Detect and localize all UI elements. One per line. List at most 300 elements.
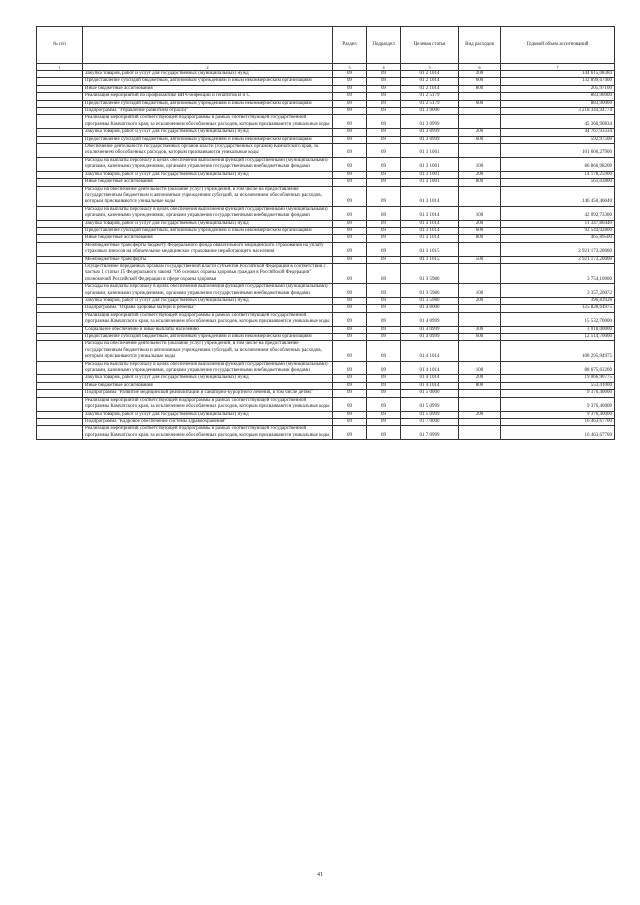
header-amount: Годовой объем ассигнований	[501, 27, 615, 64]
row-number-cell	[37, 361, 83, 375]
colnum: 5	[401, 64, 459, 71]
row-amount-cell: 132 899,67400	[501, 78, 615, 85]
row-number-cell	[37, 78, 83, 85]
row-number-cell	[37, 397, 83, 411]
row-amount-cell: 592,97500	[501, 136, 615, 143]
row-exptype-cell: 600	[459, 334, 501, 341]
row-number-cell	[37, 136, 83, 143]
row-section-cell: 09	[333, 298, 367, 305]
row-amount-cell: 16 463,67700	[501, 418, 615, 425]
row-section-cell: 09	[333, 235, 367, 242]
colnum: 7	[501, 64, 615, 71]
row-section-cell: 09	[333, 242, 367, 256]
row-subsection-cell: 09	[367, 220, 401, 227]
row-section-cell: 09	[333, 227, 367, 234]
row-number-cell	[37, 100, 83, 107]
row-amount-cell: 2 921 173,20000	[501, 256, 615, 263]
row-exptype-cell: 200	[459, 375, 501, 382]
colnum: 4	[367, 64, 401, 71]
row-subsection-cell: 09	[367, 100, 401, 107]
row-amount-cell: 146 450,46040	[501, 186, 615, 206]
table-row	[37, 71, 615, 78]
row-number-cell	[37, 375, 83, 382]
row-amount-cell: 9 376,40000	[501, 390, 615, 397]
row-section-cell: 09	[333, 78, 367, 85]
row-number-cell	[37, 326, 83, 333]
header-target: Целевая статья	[401, 27, 459, 64]
row-subsection-cell: 09	[367, 426, 401, 440]
row-section-cell: 09	[333, 263, 367, 283]
row-subsection-cell: 09	[367, 129, 401, 136]
header-name	[83, 27, 333, 64]
row-exptype-cell: 500	[459, 256, 501, 263]
row-number-cell	[37, 220, 83, 227]
row-number-cell	[37, 115, 83, 129]
table-row	[37, 93, 615, 100]
table-row	[37, 136, 615, 143]
row-exptype-cell	[459, 418, 501, 425]
row-subsection-cell: 09	[367, 242, 401, 256]
table-row	[37, 397, 615, 411]
row-name-cell: Реализация мероприятий соответствующей подпрограммы в рамках соответствующей государственной программы Камчатского края, за исключением обособленных расходов, которым присваиваются уникальные коды	[83, 312, 333, 326]
row-exptype-cell	[459, 305, 501, 312]
colnum: 2	[83, 64, 333, 71]
row-exptype-cell	[459, 390, 501, 397]
row-exptype-cell: 600	[459, 227, 501, 234]
row-name-cell: Предоставление субсидий бюджетным, автономным учреждениям и иным некоммерческим организациям	[83, 136, 333, 143]
row-subsection-cell: 09	[367, 144, 401, 158]
row-amount-cell: 396,83928	[501, 298, 615, 305]
row-amount-cell: 3 357,26072	[501, 284, 615, 298]
row-amount-cell: 465,89500	[501, 235, 615, 242]
row-exptype-cell	[459, 115, 501, 129]
row-number-cell	[37, 426, 83, 440]
row-target-cell: 01 3 1014	[401, 220, 459, 227]
row-target-cell: 01 3 0000	[401, 108, 459, 115]
row-name-cell: Реализация мероприятий по профилактике ВИЧ-инфекции и гепатитов В и С	[83, 93, 333, 100]
row-number-cell	[37, 382, 83, 389]
row-section-cell: 09	[333, 100, 367, 107]
row-number-cell	[37, 341, 83, 361]
row-name-cell: Закупка товаров, работ и услуг для государственных (муниципальных) нужд	[83, 129, 333, 136]
row-target-cell: 01 3 1001	[401, 157, 459, 171]
row-exptype-cell	[459, 397, 501, 411]
row-target-cell: 01 3 1014	[401, 235, 459, 242]
row-amount-cell: 3 754,10000	[501, 263, 615, 283]
row-exptype-cell	[459, 341, 501, 361]
row-target-cell: 01 3 5980	[401, 284, 459, 298]
table-row	[37, 78, 615, 85]
row-name-cell: Расходы на выплаты персоналу в целях обеспечения выполнения функций государственными (муниципальными) органами, казенными учреждениями, органами управления государственными внебюджетными фондами	[83, 157, 333, 171]
table-row	[37, 220, 615, 227]
row-target-cell: 01 7 0000	[401, 418, 459, 425]
row-exptype-cell: 800	[459, 382, 501, 389]
row-subsection-cell: 09	[367, 397, 401, 411]
row-exptype-cell: 100	[459, 284, 501, 298]
row-amount-cell: 11 347,80440	[501, 220, 615, 227]
colnum: 6	[459, 64, 501, 71]
row-exptype-cell: 600	[459, 100, 501, 107]
row-section-cell: 09	[333, 136, 367, 143]
row-name-cell: Закупка товаров, работ и услуг для государственных (муниципальных) нужд	[83, 411, 333, 418]
row-section-cell: 09	[333, 361, 367, 375]
row-subsection-cell: 09	[367, 206, 401, 220]
row-exptype-cell: 200	[459, 129, 501, 136]
row-target-cell: 01 3 1014	[401, 206, 459, 220]
row-section-cell: 09	[333, 157, 367, 171]
row-exptype-cell: 100	[459, 361, 501, 375]
row-section-cell: 09	[333, 341, 367, 361]
row-name-cell: Предоставление субсидий бюджетным, автономным учреждениям и иным некоммерческим организациям	[83, 78, 333, 85]
row-amount-cell: 19 066,90775	[501, 375, 615, 382]
row-target-cell: 01 4 1014	[401, 341, 459, 361]
row-number-cell	[37, 284, 83, 298]
table-row	[37, 326, 615, 333]
row-exptype-cell: 600	[459, 136, 501, 143]
row-subsection-cell: 09	[367, 361, 401, 375]
table-row	[37, 115, 615, 129]
row-target-cell: 01 3 5980	[401, 298, 459, 305]
row-name-cell: Расходы на обеспечение деятельности (оказание услуг) учреждений, в том числе на предоставление государственным бюджетным и автономным учреждениям субсидий, за исключением обособленных расходов, которым присваиваются уникальные коды	[83, 341, 333, 361]
row-exptype-cell: 200	[459, 171, 501, 178]
row-name-cell: Закупка товаров, работ и услуг для государственных (муниципальных) нужд	[83, 220, 333, 227]
row-amount-cell: 2 921 173,20000	[501, 242, 615, 256]
row-number-cell	[37, 411, 83, 418]
row-number-cell	[37, 71, 83, 78]
row-target-cell: 01 2 5179	[401, 93, 459, 100]
row-name-cell: Закупка товаров, работ и услуг для государственных (муниципальных) нужд	[83, 71, 333, 78]
row-name-cell: Закупка товаров, работ и услуг для государственных (муниципальных) нужд	[83, 171, 333, 178]
table-row	[37, 242, 615, 256]
row-section-cell: 09	[333, 179, 367, 186]
row-number-cell	[37, 227, 83, 234]
colnum: 3	[333, 64, 367, 71]
row-exptype-cell: 100	[459, 206, 501, 220]
table-row	[37, 235, 615, 242]
row-section-cell: 09	[333, 411, 367, 418]
header-subsection: Подраздел	[367, 27, 401, 64]
row-exptype-cell: 800	[459, 235, 501, 242]
row-target-cell: 01 3 0999	[401, 115, 459, 129]
row-subsection-cell: 09	[367, 136, 401, 143]
row-subsection-cell: 09	[367, 85, 401, 92]
row-name-cell: Расходы на выплаты персоналу в целях обеспечения выполнения функций государственными (муниципальными) органами, казенными учреждениями, органами управления государственными внебюджетными фондами	[83, 361, 333, 375]
table-row	[37, 361, 615, 375]
row-subsection-cell: 09	[367, 312, 401, 326]
row-exptype-cell: 200	[459, 71, 501, 78]
row-subsection-cell: 09	[367, 115, 401, 129]
row-number-cell	[37, 171, 83, 178]
table-header-row	[37, 27, 615, 64]
row-number-cell	[37, 390, 83, 397]
row-target-cell: 01 2 1014	[401, 78, 459, 85]
row-target-cell: 01 5 0999	[401, 411, 459, 418]
row-target-cell: 01 3 5980	[401, 263, 459, 283]
row-section-cell: 09	[333, 390, 367, 397]
row-target-cell: 01 4 0999	[401, 326, 459, 333]
row-number-cell	[37, 186, 83, 206]
row-number-cell	[37, 85, 83, 92]
row-name-cell: Закупка товаров, работ и услуг для государственных (муниципальных) нужд	[83, 375, 333, 382]
row-subsection-cell: 09	[367, 326, 401, 333]
table-row	[37, 256, 615, 263]
table-row	[37, 144, 615, 158]
table-row	[37, 129, 615, 136]
row-subsection-cell: 09	[367, 418, 401, 425]
row-target-cell: 01 2 1014	[401, 71, 459, 78]
row-amount-cell: 45 360,90834	[501, 115, 615, 129]
row-section-cell: 09	[333, 85, 367, 92]
row-exptype-cell	[459, 242, 501, 256]
row-subsection-cell: 09	[367, 179, 401, 186]
row-amount-cell: 205,97100	[501, 85, 615, 92]
row-section-cell: 09	[333, 71, 367, 78]
row-section-cell: 09	[333, 220, 367, 227]
column-number-row	[37, 64, 615, 71]
row-subsection-cell: 09	[367, 171, 401, 178]
row-section-cell: 09	[333, 334, 367, 341]
row-number-cell	[37, 179, 83, 186]
table-row	[37, 382, 615, 389]
row-target-cell: 01 3 1015	[401, 242, 459, 256]
row-subsection-cell: 09	[367, 235, 401, 242]
row-number-cell	[37, 298, 83, 305]
table-row	[37, 186, 615, 206]
row-section-cell: 09	[333, 171, 367, 178]
row-section-cell: 09	[333, 397, 367, 411]
row-amount-cell: 92 544,02800	[501, 227, 615, 234]
row-target-cell: 01 3 1001	[401, 144, 459, 158]
row-exptype-cell	[459, 108, 501, 115]
row-exptype-cell: 200	[459, 298, 501, 305]
table-row	[37, 108, 615, 115]
row-amount-cell: 3 018,00000	[501, 326, 615, 333]
row-amount-cell: 101 606,27900	[501, 144, 615, 158]
table-row	[37, 298, 615, 305]
row-exptype-cell	[459, 93, 501, 100]
table-row	[37, 305, 615, 312]
row-target-cell: 01 3 1014	[401, 227, 459, 234]
row-amount-cell: 883,90000	[501, 93, 615, 100]
row-section-cell: 09	[333, 305, 367, 312]
row-name-cell: Осуществление переданных органам государственной власти субъектов Российской Федерации в соответствии с частью 1 статьи 15 Федерального закона "Об основах охраны здоровья граждан в Российской Федерации" полномочий Российской Федерации в сфере охраны здоровья	[83, 263, 333, 283]
row-section-cell: 09	[333, 312, 367, 326]
colnum: 1	[37, 64, 83, 71]
row-subsection-cell: 09	[367, 108, 401, 115]
table-row	[37, 206, 615, 220]
row-section-cell: 09	[333, 426, 367, 440]
row-subsection-cell: 09	[367, 334, 401, 341]
row-exptype-cell	[459, 144, 501, 158]
table-row	[37, 227, 615, 234]
table-row	[37, 312, 615, 326]
row-amount-cell: 88 675,63200	[501, 361, 615, 375]
row-name-cell: Иные бюджетные ассигнования	[83, 85, 333, 92]
row-target-cell: 01 7 0999	[401, 426, 459, 440]
row-name-cell: Межбюджетные трансферты	[83, 256, 333, 263]
row-name-cell: Расходы на обеспечение деятельности (оказание услуг) учреждений, в том числе на предоставление государственным бюджетным и автономным учреждениям субсидий, за исключением обособленных расходов, которым присваиваются уникальные коды	[83, 186, 333, 206]
row-exptype-cell	[459, 186, 501, 206]
page-number: 41	[317, 872, 323, 878]
row-subsection-cell: 09	[367, 298, 401, 305]
row-name-cell: Расходы на выплаты персоналу в целях обеспечения выполнения функций государственными (муниципальными) органами, казенными учреждениями, органами управления государственными внебюджетными фондами	[83, 206, 333, 220]
table-row	[37, 411, 615, 418]
row-amount-cell: 9 376,40000	[501, 411, 615, 418]
row-name-cell: Подпрограмма "Охрана здоровья матери и ребенка"	[83, 305, 333, 312]
row-section-cell: 09	[333, 284, 367, 298]
row-subsection-cell: 09	[367, 256, 401, 263]
row-exptype-cell: 800	[459, 85, 501, 92]
row-number-cell	[37, 108, 83, 115]
table-row	[37, 390, 615, 397]
budget-table	[36, 26, 615, 440]
row-target-cell: 01 2 1014	[401, 85, 459, 92]
row-exptype-cell: 100	[459, 157, 501, 171]
row-number-cell	[37, 144, 83, 158]
row-target-cell: 01 3 1001	[401, 171, 459, 178]
row-subsection-cell: 09	[367, 263, 401, 283]
row-number-cell	[37, 206, 83, 220]
table-row	[37, 334, 615, 341]
row-subsection-cell: 09	[367, 305, 401, 312]
table-row	[37, 284, 615, 298]
row-exptype-cell: 200	[459, 411, 501, 418]
row-amount-cell: 15 532,70000	[501, 312, 615, 326]
row-subsection-cell: 09	[367, 93, 401, 100]
table-row	[37, 179, 615, 186]
header-num: № п/п	[37, 27, 83, 64]
row-subsection-cell: 09	[367, 341, 401, 361]
row-section-cell: 09	[333, 206, 367, 220]
header-section: Раздел	[333, 27, 367, 64]
row-target-cell: 01 4 0999	[401, 312, 459, 326]
row-section-cell: 09	[333, 129, 367, 136]
row-amount-cell: 561,03800	[501, 179, 615, 186]
row-section-cell: 09	[333, 375, 367, 382]
row-number-cell	[37, 93, 83, 100]
row-subsection-cell: 09	[367, 382, 401, 389]
row-exptype-cell	[459, 263, 501, 283]
row-name-cell: Реализация мероприятий соответствующей подпрограммы в рамках соответствующей государственной программы Камчатского края, за исключением обособленных расходов, которым присваиваются уникальные коды	[83, 426, 333, 440]
row-target-cell: 01 4 1014	[401, 361, 459, 375]
row-name-cell: Подпрограмма "Управление развитием отрасли"	[83, 108, 333, 115]
row-name-cell: Расходы на выплаты персоналу в целях обеспечения выполнения функций государственными (муниципальными) органами, казенными учреждениями, органами управления государственными внебюджетными фондами	[83, 284, 333, 298]
row-name-cell: Предоставление субсидий бюджетным, автономным учреждениям и иным некоммерческим организациям	[83, 334, 333, 341]
row-target-cell: 01 5 0999	[401, 397, 459, 411]
table-row	[37, 157, 615, 171]
row-amount-cell: 16 463,67700	[501, 426, 615, 440]
row-name-cell: Предоставление субсидий бюджетным, автономным учреждениям и иным некоммерческим организациям	[83, 227, 333, 234]
header-exptype: Вид расходов	[459, 27, 501, 64]
row-amount-cell: 9 376,40000	[501, 397, 615, 411]
row-name-cell: Иные бюджетные ассигнования	[83, 382, 333, 389]
row-name-cell: Социальное обеспечение и иные выплаты населению	[83, 326, 333, 333]
row-section-cell: 09	[333, 418, 367, 425]
row-target-cell: 01 3 0999	[401, 136, 459, 143]
row-amount-cell: 86 866,98200	[501, 157, 615, 171]
row-amount-cell: 144 615,08384	[501, 71, 615, 78]
row-subsection-cell: 09	[367, 375, 401, 382]
row-number-cell	[37, 242, 83, 256]
row-section-cell: 09	[333, 108, 367, 115]
table-row	[37, 100, 615, 107]
row-name-cell: Обеспечение деятельности государственных органов власти (государственных органов) Камчатского края, за исключением обособленных расходов, которым присваиваются уникальные коды	[83, 144, 333, 158]
row-subsection-cell: 09	[367, 284, 401, 298]
row-amount-cell: 3 218 344,94774	[501, 108, 615, 115]
row-subsection-cell: 09	[367, 71, 401, 78]
row-number-cell	[37, 312, 83, 326]
table-row	[37, 426, 615, 440]
row-section-cell: 09	[333, 326, 367, 333]
row-exptype-cell: 800	[459, 179, 501, 186]
row-exptype-cell: 600	[459, 78, 501, 85]
row-target-cell: 01 4 1014	[401, 375, 459, 382]
row-amount-cell: 44 767,93334	[501, 129, 615, 136]
table-row	[37, 85, 615, 92]
row-name-cell: Подпрограмма "Кадровое обеспечение системы здравоохранения"	[83, 418, 333, 425]
row-subsection-cell: 09	[367, 227, 401, 234]
row-name-cell: Закупка товаров, работ и услуг для государственных (муниципальных) нужд	[83, 298, 333, 305]
row-name-cell: Иные бюджетные ассигнования	[83, 235, 333, 242]
row-target-cell: 01 3 1015	[401, 256, 459, 263]
row-number-cell	[37, 157, 83, 171]
table-row	[37, 375, 615, 382]
row-subsection-cell: 09	[367, 390, 401, 397]
row-target-cell: 01 4 1014	[401, 382, 459, 389]
row-subsection-cell: 09	[367, 186, 401, 206]
row-exptype-cell: 200	[459, 220, 501, 227]
row-name-cell: Реализация мероприятий соответствующей подпрограммы в рамках соответствующей государственной программы Камчатского края, за исключением обособленных расходов, которым присваиваются уникальные коды	[83, 115, 333, 129]
row-name-cell: Подпрограмма "Развитие медицинской реабилитации и санаторно-курортного лечения, в том числе детям"	[83, 390, 333, 397]
row-subsection-cell: 09	[367, 411, 401, 418]
table-row	[37, 263, 615, 283]
row-target-cell: 01 4 0999	[401, 334, 459, 341]
row-name-cell: Иные бюджетные ассигнования	[83, 179, 333, 186]
row-section-cell: 09	[333, 382, 367, 389]
table-row	[37, 171, 615, 178]
row-section-cell: 09	[333, 186, 367, 206]
row-amount-cell: 125 828,64975	[501, 305, 615, 312]
row-number-cell	[37, 129, 83, 136]
row-target-cell: 01 4 0000	[401, 305, 459, 312]
row-subsection-cell: 09	[367, 157, 401, 171]
row-amount-cell: 14 178,25900	[501, 171, 615, 178]
row-number-cell	[37, 256, 83, 263]
row-amount-cell: 108 295,94975	[501, 341, 615, 361]
row-target-cell: 01 3 0999	[401, 129, 459, 136]
row-exptype-cell	[459, 312, 501, 326]
row-section-cell: 09	[333, 93, 367, 100]
table-row	[37, 418, 615, 425]
row-target-cell: 01 5 0000	[401, 390, 459, 397]
row-target-cell: 01 3 1001	[401, 179, 459, 186]
row-amount-cell: 42 092,73300	[501, 206, 615, 220]
row-section-cell: 09	[333, 256, 367, 263]
row-target-cell: 01 3 1014	[401, 186, 459, 206]
row-number-cell	[37, 305, 83, 312]
row-section-cell: 09	[333, 115, 367, 129]
row-name-cell: Предоставление субсидий бюджетным, автономным учреждениям и иным некоммерческим организациям	[83, 100, 333, 107]
row-subsection-cell: 09	[367, 78, 401, 85]
row-exptype-cell: 300	[459, 326, 501, 333]
row-number-cell	[37, 235, 83, 242]
row-amount-cell: 553,41000	[501, 382, 615, 389]
row-amount-cell: 12 514,70000	[501, 334, 615, 341]
row-number-cell	[37, 263, 83, 283]
row-amount-cell: 883,90000	[501, 100, 615, 107]
table-row	[37, 341, 615, 361]
row-section-cell: 09	[333, 144, 367, 158]
